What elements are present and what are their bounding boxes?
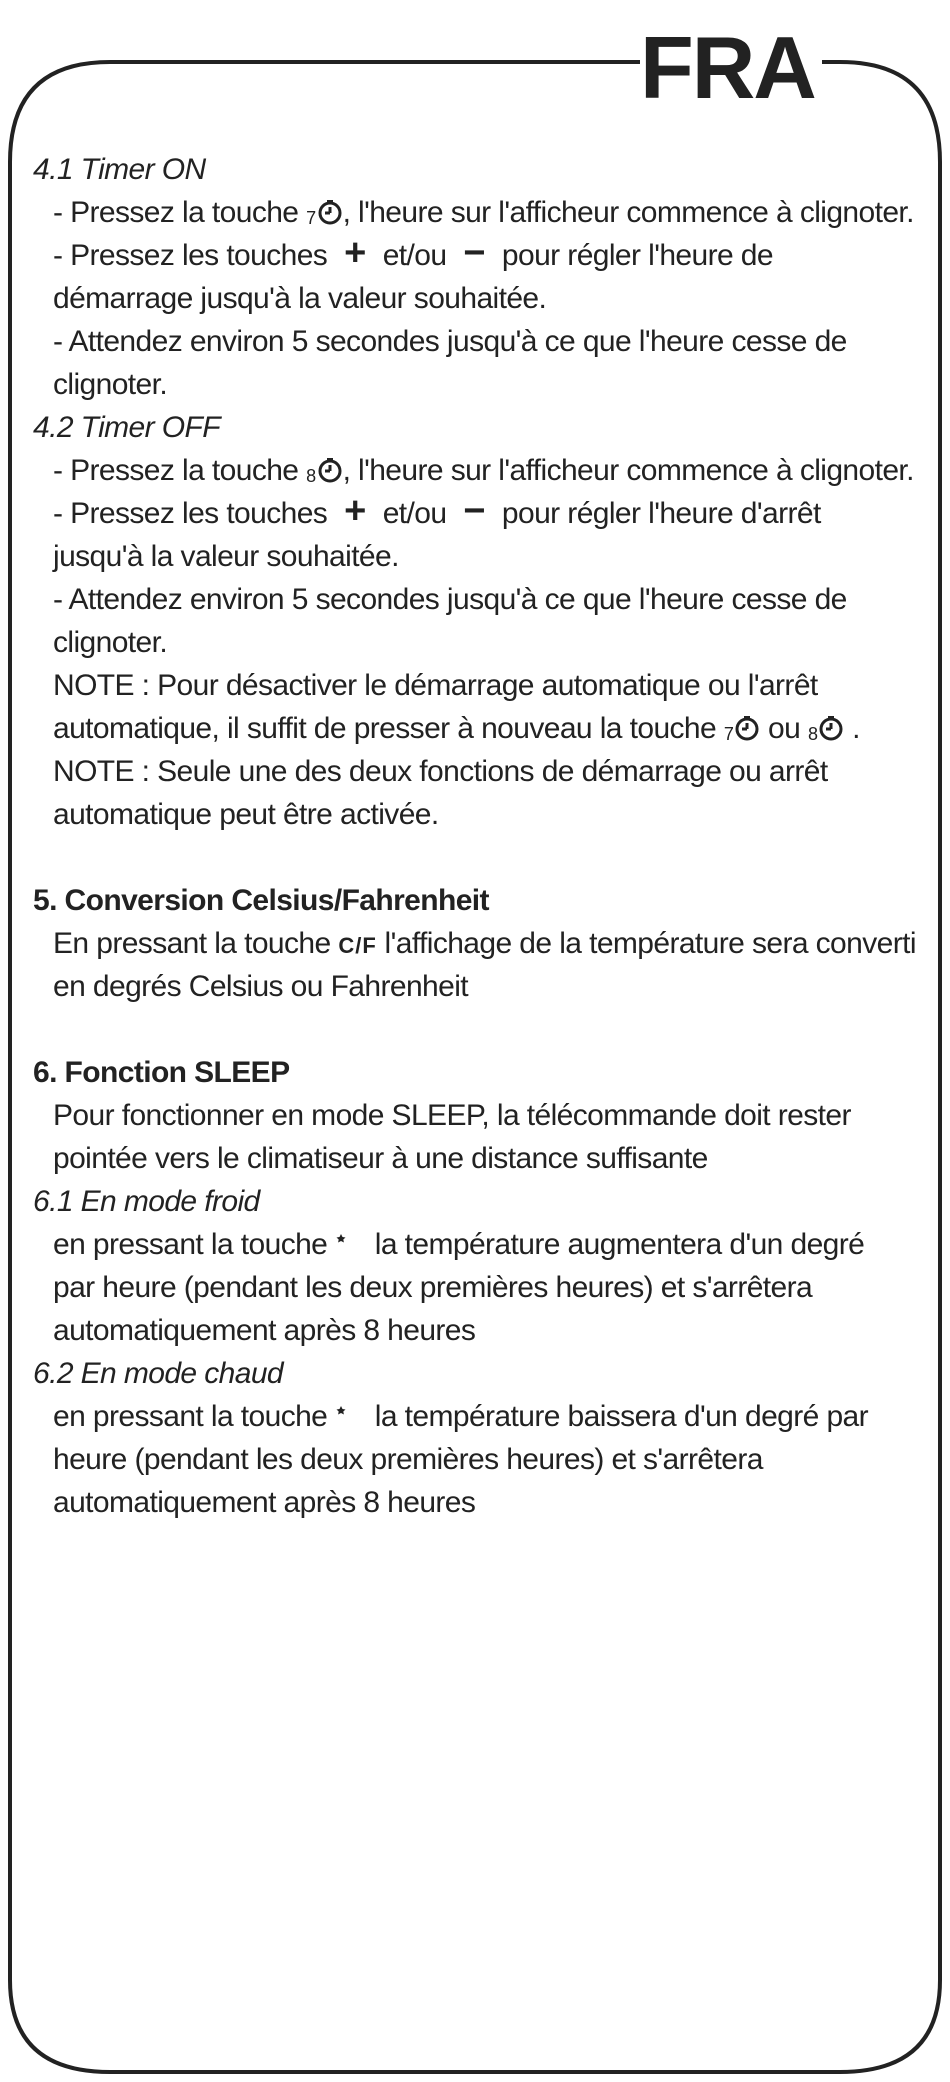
paragraph-line: en pressant la touche la température augmentera d'un degré (53, 1228, 865, 1261)
paragraph-line: démarrage jusqu'à la valeur souhaitée. (53, 282, 547, 315)
paragraph-line: heure (pendant les deux premières heures) et s'arrêtera (53, 1443, 763, 1476)
note-line: NOTE : Seule une des deux fonctions de démarrage ou arrêt (53, 755, 828, 788)
subsection-title: 6.1 En mode froid (33, 1185, 260, 1218)
plus-icon: + (344, 232, 366, 274)
language-badge: FRA (640, 18, 815, 117)
paragraph-line: jusqu'à la valeur souhaitée. (53, 540, 399, 573)
timer-on-key: 7 (306, 199, 342, 225)
section-title: 5. Conversion Celsius/Fahrenheit (33, 884, 489, 917)
paragraph-line: - Pressez les touches + et/ou − pour régler l'heure d'arrêt (53, 490, 821, 532)
paragraph-line: en degrés Celsius ou Fahrenheit (53, 970, 468, 1003)
paragraph-line: en pressant la touche la température baissera d'un degré par (53, 1400, 869, 1433)
paragraph-line: - Pressez la touche $_8$ , l'heure sur l'afficheur commence à clignoter. (53, 454, 914, 487)
minus-icon: − (463, 490, 485, 532)
manual-content (33, 148, 933, 1524)
paragraph-line: automatiquement après 8 heures (53, 1486, 476, 1519)
timer-clock-icon (818, 715, 844, 741)
moon-stars-icon (335, 1398, 367, 1426)
subsection-title: 4.1 Timer ON (33, 153, 206, 186)
plus-icon: + (344, 490, 366, 532)
moon-stars-icon (335, 1226, 367, 1254)
paragraph-line: En pressant la touche C/F l'affichage de la température sera converti (53, 927, 916, 960)
paragraph-line: clignoter. (53, 626, 168, 659)
note-line: automatique, il suffit de presser à nouveau la touche $_7$ ou $_8$ . (53, 712, 860, 745)
paragraph-line: - Attendez environ 5 secondes jusqu'à ce que l'heure cesse de (53, 325, 847, 358)
timer-on-key: 7 (724, 715, 760, 741)
paragraph-line: - Pressez la touche $_7$ , l'heure sur l'afficheur commence à clignoter. (53, 196, 914, 229)
timer-off-key: 8 (808, 715, 844, 741)
paragraph-line: - Pressez les touches + et/ou − pour régler l'heure de (53, 232, 773, 274)
note-line: automatique peut être activée. (53, 798, 439, 831)
paragraph-line: - Attendez environ 5 secondes jusqu'à ce que l'heure cesse de (53, 583, 847, 616)
minus-icon: − (463, 232, 485, 274)
section-title: 6. Fonction SLEEP (33, 1056, 290, 1089)
timer-clock-icon (734, 715, 760, 741)
paragraph-line: automatiquement après 8 heures (53, 1314, 476, 1347)
paragraph-line: Pour fonctionner en mode SLEEP, la télécommande doit rester (53, 1099, 851, 1132)
timer-clock-icon (317, 457, 343, 483)
timer-clock-icon (317, 199, 343, 225)
note-line: NOTE : Pour désactiver le démarrage automatique ou l'arrêt (53, 669, 818, 702)
paragraph-line: par heure (pendant les deux premières heures) et s'arrêtera (53, 1271, 813, 1304)
timer-off-key: 8 (306, 457, 342, 483)
celsius-fahrenheit-key: C/F (338, 933, 377, 958)
paragraph-line: pointée vers le climatiseur à une distance suffisante (53, 1142, 708, 1175)
paragraph-line: clignoter. (53, 368, 168, 401)
subsection-title: 6.2 En mode chaud (33, 1357, 283, 1390)
subsection-title: 4.2 Timer OFF (33, 411, 220, 444)
